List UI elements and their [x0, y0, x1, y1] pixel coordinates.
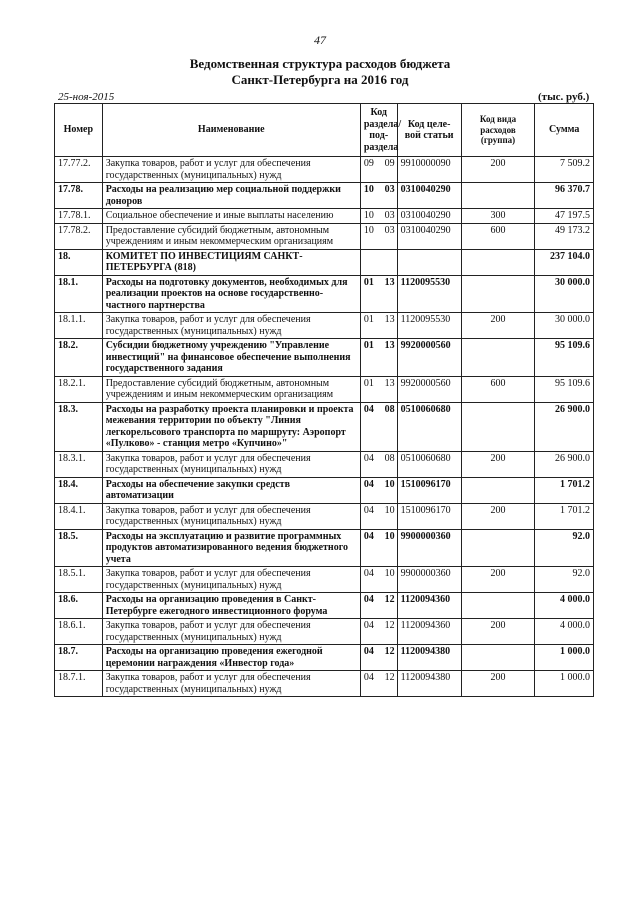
table-row	[55, 593, 594, 619]
cell-razdel: 04	[360, 477, 384, 503]
cell-number: 18.4.	[55, 477, 103, 503]
cell-podrazdel: 12	[384, 619, 397, 645]
cell-razdel: 01	[360, 275, 384, 313]
cell-razdel: 04	[360, 671, 384, 697]
cell-name: Закупка товаров, работ и услуг для обеспечения государственных (муниципальных) нужд	[102, 313, 360, 339]
units-label: (тыс. руб.)	[538, 91, 590, 103]
cell-expense-type	[461, 529, 535, 567]
cell-number: 18.6.	[55, 593, 103, 619]
cell-number: 18.4.1.	[55, 503, 103, 529]
cell-number: 18.6.1.	[55, 619, 103, 645]
cell-target-article: 1120095530	[397, 313, 461, 339]
cell-podrazdel	[384, 249, 397, 275]
cell-amount: 1 000.0	[535, 645, 594, 671]
table-row	[55, 645, 594, 671]
table-body	[55, 157, 594, 697]
table-row	[55, 567, 594, 593]
cell-name: Предоставление субсидий бюджетным, автономным учреждениям и иным некоммерческим организациям	[102, 376, 360, 402]
table-row	[55, 183, 594, 209]
cell-amount: 95 109.6	[535, 376, 594, 402]
cell-razdel: 04	[360, 593, 384, 619]
cell-amount: 30 000.0	[535, 275, 594, 313]
cell-razdel: 04	[360, 529, 384, 567]
cell-amount: 26 900.0	[535, 402, 594, 451]
cell-podrazdel: 13	[384, 313, 397, 339]
cell-expense-type: 600	[461, 376, 535, 402]
cell-name: Расходы на организацию проведения ежегодной церемонии награждения «Инвестор года»	[102, 645, 360, 671]
cell-target-article	[397, 249, 461, 275]
header-num: Номер	[55, 104, 103, 157]
cell-number: 18.2.	[55, 339, 103, 377]
cell-expense-type: 200	[461, 157, 535, 183]
cell-expense-type: 200	[461, 671, 535, 697]
cell-expense-type: 300	[461, 209, 535, 224]
cell-name: Закупка товаров, работ и услуг для обеспечения государственных (муниципальных) нужд	[102, 503, 360, 529]
cell-target-article: 1120094380	[397, 671, 461, 697]
cell-razdel: 10	[360, 209, 384, 224]
cell-name: Субсидии бюджетному учреждению "Управление инвестиций" на финансовое обеспечение выполнения государственного задания	[102, 339, 360, 377]
table-row	[55, 313, 594, 339]
header-name: Наименование	[102, 104, 360, 157]
cell-podrazdel: 03	[384, 183, 397, 209]
cell-name: Расходы на реализацию мер социальной поддержки доноров	[102, 183, 360, 209]
cell-name: Социальное обеспечение и иные выплаты населению	[102, 209, 360, 224]
table-row	[55, 402, 594, 451]
cell-razdel: 04	[360, 402, 384, 451]
cell-podrazdel: 08	[384, 402, 397, 451]
cell-amount: 1 000.0	[535, 671, 594, 697]
cell-amount: 4 000.0	[535, 593, 594, 619]
cell-number: 17.78.2.	[55, 223, 103, 249]
cell-number: 18.5.	[55, 529, 103, 567]
cell-podrazdel: 08	[384, 451, 397, 477]
cell-podrazdel: 10	[384, 477, 397, 503]
cell-amount: 47 197.5	[535, 209, 594, 224]
cell-number: 18.3.	[55, 402, 103, 451]
cell-razdel	[360, 249, 384, 275]
cell-amount: 7 509.2	[535, 157, 594, 183]
cell-number: 18.1.	[55, 275, 103, 313]
cell-razdel: 04	[360, 567, 384, 593]
cell-name: Расходы на организацию проведения в Санкт-Петербурге ежегодного инвестиционного форума	[102, 593, 360, 619]
cell-number: 18.2.1.	[55, 376, 103, 402]
cell-target-article: 1120094360	[397, 593, 461, 619]
cell-target-article: 0310040290	[397, 209, 461, 224]
document-title	[0, 56, 640, 88]
cell-expense-type	[461, 249, 535, 275]
cell-number: 18.3.1.	[55, 451, 103, 477]
cell-target-article: 1120094380	[397, 645, 461, 671]
cell-razdel: 10	[360, 223, 384, 249]
cell-target-article: 1120094360	[397, 619, 461, 645]
cell-number: 18.5.1.	[55, 567, 103, 593]
cell-expense-type: 200	[461, 451, 535, 477]
document-date: 25-ноя-2015	[58, 91, 115, 103]
cell-podrazdel: 13	[384, 275, 397, 313]
cell-amount: 49 173.2	[535, 223, 594, 249]
table-header-row	[55, 104, 594, 157]
budget-table	[54, 103, 594, 697]
cell-razdel: 10	[360, 183, 384, 209]
cell-name: КОМИТЕТ ПО ИНВЕСТИЦИЯМ САНКТ-ПЕТЕРБУРГА (818)	[102, 249, 360, 275]
cell-name: Расходы на разработку проекта планировки и проекта межевания территории по объекту "Линия легкорельсового транспорта по маршруту: Аэропорт «Пулково» - станция метро «Купчино»"	[102, 402, 360, 451]
cell-podrazdel: 10	[384, 567, 397, 593]
cell-amount: 92.0	[535, 567, 594, 593]
table-row	[55, 671, 594, 697]
cell-target-article: 9920000560	[397, 339, 461, 377]
cell-amount: 26 900.0	[535, 451, 594, 477]
cell-podrazdel: 03	[384, 209, 397, 224]
cell-name: Закупка товаров, работ и услуг для обеспечения государственных (муниципальных) нужд	[102, 671, 360, 697]
cell-amount: 4 000.0	[535, 619, 594, 645]
table-row	[55, 157, 594, 183]
table-row	[55, 477, 594, 503]
cell-name: Закупка товаров, работ и услуг для обеспечения государственных (муниципальных) нужд	[102, 567, 360, 593]
cell-target-article: 9900000360	[397, 529, 461, 567]
cell-podrazdel: 09	[384, 157, 397, 183]
cell-razdel: 04	[360, 503, 384, 529]
cell-expense-type	[461, 645, 535, 671]
cell-amount: 95 109.6	[535, 339, 594, 377]
cell-amount: 1 701.2	[535, 503, 594, 529]
cell-name: Расходы на подготовку документов, необходимых для реализации проектов на основе государственно-частного партнерства	[102, 275, 360, 313]
header-sum: Сумма	[535, 104, 594, 157]
cell-podrazdel: 10	[384, 529, 397, 567]
cell-expense-type	[461, 339, 535, 377]
cell-amount: 237 104.0	[535, 249, 594, 275]
cell-target-article: 9920000560	[397, 376, 461, 402]
cell-name: Расходы на обеспечение закупки средств автоматизации	[102, 477, 360, 503]
cell-number: 18.7.1.	[55, 671, 103, 697]
title-line-2: Санкт-Петербурга на 2016 год	[231, 72, 409, 87]
cell-number: 18.	[55, 249, 103, 275]
cell-expense-type: 200	[461, 503, 535, 529]
table-row	[55, 451, 594, 477]
cell-podrazdel: 10	[384, 503, 397, 529]
cell-number: 18.7.	[55, 645, 103, 671]
table-row	[55, 529, 594, 567]
cell-target-article: 9900000360	[397, 567, 461, 593]
cell-amount: 30 000.0	[535, 313, 594, 339]
title-line-1: Ведомственная структура расходов бюджета	[189, 56, 451, 71]
table-row	[55, 619, 594, 645]
cell-podrazdel: 03	[384, 223, 397, 249]
cell-expense-type	[461, 477, 535, 503]
cell-number: 17.78.1.	[55, 209, 103, 224]
cell-razdel: 04	[360, 451, 384, 477]
cell-expense-type	[461, 593, 535, 619]
header-razdel: Код раздела/ под-раздела	[360, 104, 397, 157]
cell-razdel: 01	[360, 339, 384, 377]
page-number: 47	[314, 33, 326, 47]
cell-target-article: 9910000090	[397, 157, 461, 183]
cell-podrazdel: 12	[384, 645, 397, 671]
header-vr: Код вида расходов (группа)	[461, 104, 535, 157]
cell-expense-type: 200	[461, 619, 535, 645]
cell-target-article: 0510060680	[397, 451, 461, 477]
table-row	[55, 249, 594, 275]
cell-name: Расходы на эксплуатацию и развитие программных продуктов автоматизированного ведения бюджетного учета	[102, 529, 360, 567]
cell-razdel: 09	[360, 157, 384, 183]
cell-expense-type: 200	[461, 567, 535, 593]
cell-name: Закупка товаров, работ и услуг для обеспечения государственных (муниципальных) нужд	[102, 157, 360, 183]
table-row	[55, 275, 594, 313]
cell-target-article: 1120095530	[397, 275, 461, 313]
table-row	[55, 503, 594, 529]
cell-target-article: 0310040290	[397, 223, 461, 249]
cell-name: Закупка товаров, работ и услуг для обеспечения государственных (муниципальных) нужд	[102, 451, 360, 477]
cell-razdel: 01	[360, 376, 384, 402]
cell-expense-type: 200	[461, 313, 535, 339]
header-cs: Код целе-вой статьи	[397, 104, 461, 157]
cell-podrazdel: 13	[384, 376, 397, 402]
cell-expense-type	[461, 183, 535, 209]
table-row	[55, 209, 594, 224]
cell-razdel: 04	[360, 619, 384, 645]
cell-podrazdel: 12	[384, 671, 397, 697]
cell-amount: 96 370.7	[535, 183, 594, 209]
cell-target-article: 1510096170	[397, 503, 461, 529]
cell-razdel: 01	[360, 313, 384, 339]
table-row	[55, 376, 594, 402]
table-row	[55, 339, 594, 377]
cell-podrazdel: 13	[384, 339, 397, 377]
cell-number: 18.1.1.	[55, 313, 103, 339]
cell-expense-type	[461, 402, 535, 451]
cell-amount: 1 701.2	[535, 477, 594, 503]
cell-amount: 92.0	[535, 529, 594, 567]
cell-expense-type: 600	[461, 223, 535, 249]
table-row	[55, 223, 594, 249]
cell-razdel: 04	[360, 645, 384, 671]
cell-podrazdel: 12	[384, 593, 397, 619]
cell-expense-type	[461, 275, 535, 313]
cell-name: Закупка товаров, работ и услуг для обеспечения государственных (муниципальных) нужд	[102, 619, 360, 645]
cell-number: 17.77.2.	[55, 157, 103, 183]
cell-target-article: 0510060680	[397, 402, 461, 451]
cell-number: 17.78.	[55, 183, 103, 209]
cell-target-article: 0310040290	[397, 183, 461, 209]
cell-name: Предоставление субсидий бюджетным, автономным учреждениям и иным некоммерческим организациям	[102, 223, 360, 249]
cell-target-article: 1510096170	[397, 477, 461, 503]
